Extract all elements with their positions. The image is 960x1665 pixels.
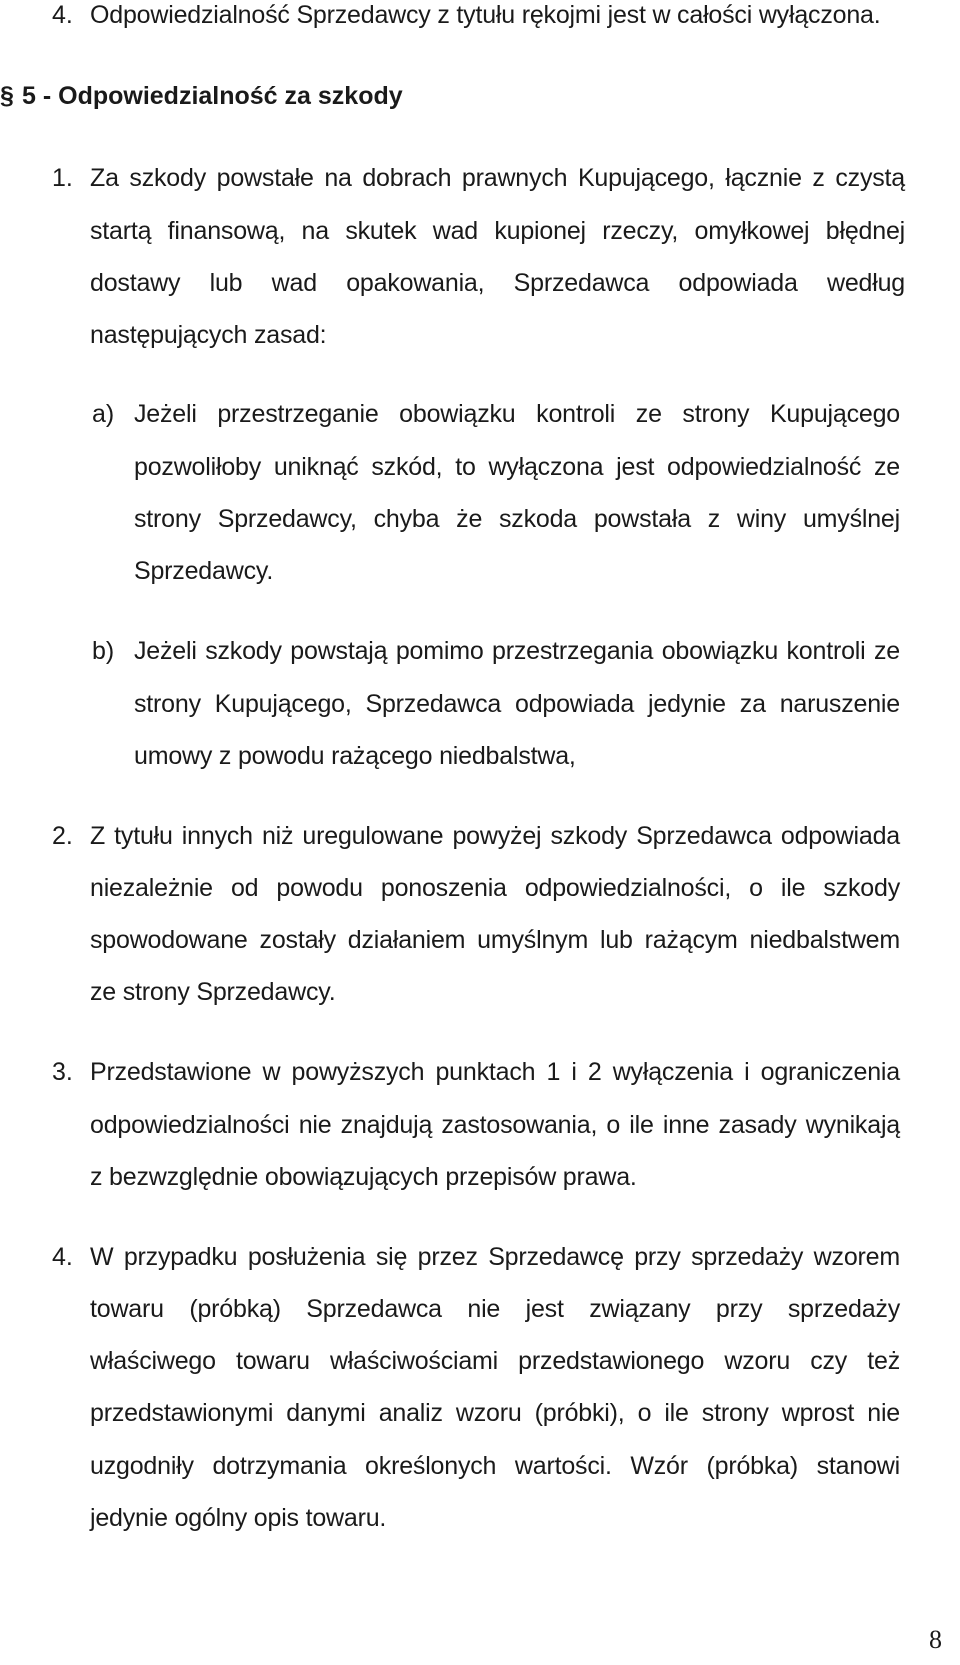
paragraph-line: Z tytułu innych niż uregulowane powyżej szkody Sprzedawca odpowiada (90, 822, 900, 850)
page-number: 8 (929, 1625, 942, 1654)
paragraph-line: Jeżeli przestrzeganie obowiązku kontroli ze strony Kupującego (134, 400, 900, 428)
paragraph-line: dostawy lub wad opakowania, Sprzedawca odpowiada według (90, 269, 905, 297)
section-heading: 5 - Odpowiedzialność za szkody (22, 82, 403, 110)
paragraph-line: właściwego towaru właściwościami przedstawionego wzoru czy też (90, 1347, 900, 1375)
paragraph-line: jedynie ogólny opis towaru. (90, 1504, 387, 1532)
item-number: 1. (52, 164, 73, 192)
paragraph-line: Sprzedawcy. (134, 557, 274, 585)
paragraph-line: następujących zasad: (90, 321, 327, 349)
item-number: 3. (52, 1058, 73, 1086)
paragraph-line: przedstawionymi danymi analiz wzoru (próbki), o ile strony wprost nie (90, 1399, 900, 1427)
paragraph-line: strony Kupującego, Sprzedawca odpowiada jedynie za naruszenie (134, 690, 900, 718)
paragraph-line: startą finansową, na skutek wad kupionej rzeczy, omyłkowej błędnej (90, 217, 905, 245)
paragraph-line: W przypadku posłużenia się przez Sprzedawcę przy sprzedaży wzorem (90, 1243, 900, 1271)
item-number: 4. (52, 1243, 73, 1271)
section-symbol: § (0, 82, 14, 110)
paragraph-line: Odpowiedzialność Sprzedawcy z tytułu rękojmi jest w całości wyłączona. (90, 1, 881, 29)
paragraph-line: odpowiedzialności nie znajdują zastosowania, o ile inne zasady wynikają (90, 1111, 900, 1139)
paragraph-line: umowy z powodu rażącego niedbalstwa, (134, 742, 576, 770)
paragraph-line: Za szkody powstałe na dobrach prawnych Kupującego, łącznie z czystą (90, 164, 905, 192)
paragraph-line: niezależnie od powodu ponoszenia odpowiedzialności, o ile szkody (90, 874, 900, 902)
paragraph-line: z bezwzględnie obowiązujących przepisów prawa. (90, 1163, 637, 1191)
paragraph-line: uzgodniły dotrzymania określonych wartości. Wzór (próbka) stanowi (90, 1452, 900, 1480)
paragraph-line: strony Sprzedawcy, chyba że szkoda powstała z winy umyślnej (134, 505, 900, 533)
subitem-letter: a) (92, 400, 115, 428)
paragraph-line: spowodowane zostały działaniem umyślnym lub rażącym niedbalstwem (90, 926, 900, 954)
paragraph-line: ze strony Sprzedawcy. (90, 978, 336, 1006)
paragraph-line: Przedstawione w powyższych punktach 1 i 2 wyłączenia i ograniczenia (90, 1058, 900, 1086)
subitem-letter: b) (92, 637, 115, 665)
item-number: 4. (52, 1, 73, 29)
paragraph-line: towaru (próbką) Sprzedawca nie jest związany przy sprzedaży (90, 1295, 900, 1323)
paragraph-line: Jeżeli szkody powstają pomimo przestrzegania obowiązku kontroli ze (134, 637, 900, 665)
item-number: 2. (52, 822, 73, 850)
paragraph-line: pozwoliłoby uniknąć szkód, to wyłączona jest odpowiedzialność ze (134, 453, 900, 481)
